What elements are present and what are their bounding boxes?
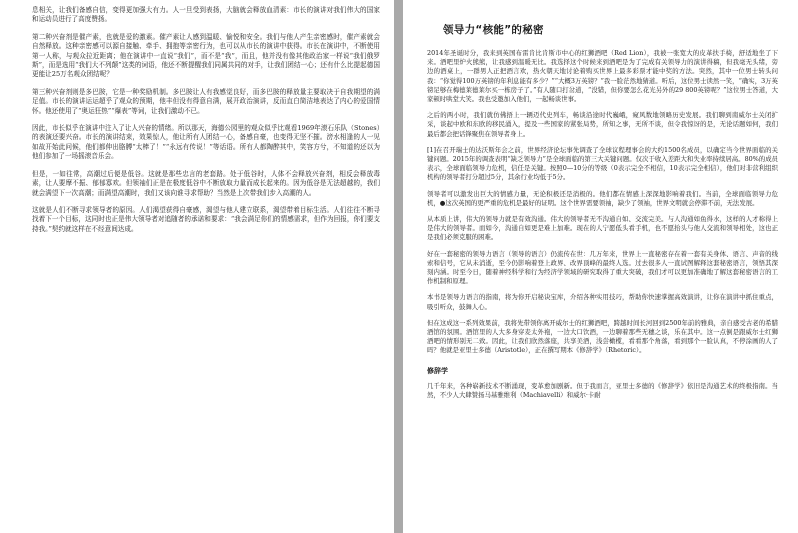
left-page bbox=[0, 0, 394, 533]
right-paragraph-2: 之后的两小时，我们就仿佛捂上一辆迈代史列车，畅谈沿途时代巍峨，窥风数地领略历史发展。我们聊到南威尔士关闭扩采，谈起中欧和东欧的移民涌入，提及一些国家的紧张局势，所知之事，无所不谈，但令我惊讶的是，无论话题如何，我们最后都会把话锋聚焦在领导者身上。 bbox=[427, 111, 778, 138]
right-paragraph-6: 好在一套秘密的领导力语言（领导的语言）仍流传在世：几万年来，世界上一直秘密存在着一套有关身体、语言、声音的线索和信号，它从未消逝，至今仍影响着登上政界、改界顶峰的最终人选。过去很多人一直试图解释这套秘密语言，领悟其深刻内涵。时至今日，随着神经科学和行为经济学领域的研究取得了重大突破，我们才可以更加准确地了解这套秘密语言的工作机制和原理。 bbox=[427, 249, 778, 286]
section-heading: 修辞学 bbox=[427, 366, 448, 375]
right-page bbox=[403, 0, 798, 533]
right-last-paragraph: 几千年来，各种崭新技术不断涌现，变革愈加剧新。但于我而言，亚里士多德的《修辞学》依旧是沟通艺术的终极指南。当然，不少人大肆赞扬马基雅维利（Machiavelli）和威尔·卡耐 bbox=[427, 381, 778, 399]
right-paragraph-8: 但在这成这一系列效果前，我将先带领你离开威尔士的红狮酒吧，跨越时间长河回到2500年前的雅典，亲自感受古老的希腊酒馆的氛围。酒馆里的人大多身穿麦太外袍，一边大口饮酒，一边聊着那些无穗之谈，乐在其中。这一点倒是跟威尔士红狮酒吧的情形别无二致。因此，让我们欣然落座，共享美酒，浅尝橄榄，看看那个角落，看到那个一脸认真，不停涂画的人了吗？他就是亚里士多德（Aristotle），正在撰写期本《修辞学》（Rhetoric）。 bbox=[427, 318, 778, 355]
left-paragraph-4: 因此，市长似乎在演讲中注入了让人兴奋的情绪。所以那天，海德公园里的观众似乎比观看1969年滚石乐队（Stones）的表演还要兴奋。市长的演讲结束，效果惊人，他让所有人团结一心，备感自豪，也变得无坚不摧。滂水相逢的人一见如故开始此问候，他们都伸出胳膊“太棒了！”“永远有传说！”等话语。所有人都陶醉其中，笑容方兮，不知道的还以为他们参加了一场摇滚音乐会。 bbox=[32, 124, 380, 161]
right-paragraph-7: 本书是领导力语言的指南，将为你开启秘诀宝库，介绍各种实用技巧，帮助你快速掌握高效演讲，让你在演讲中抓住重点，吸引听众，鼓舞人心。 bbox=[427, 293, 778, 311]
right-paragraph-5: 从本质上讲，伟大的领导力就是有效沟通。伟大的领导者无不沟通自如、交流完美。与人沟通如鱼得水，这样的人才称得上是伟大的领导者。而如今，沟通自如更是难上加难。现在的人宁愿低头看手机，也不愿抬头与他人交流和领导相处，这也正是我们必须克服的困难。 bbox=[427, 215, 778, 242]
page-gutter bbox=[394, 0, 403, 533]
chapter-title: 领导力“核能”的秘密 bbox=[443, 24, 544, 36]
right-paragraph-1: 2014年圣诞时分，我来到英国布雷肯比肯斯市中心的红狮酒吧（Red Lion），我被一张宽大的皮革扶手椅，舒适地坐了下来。酒吧里炉火熊熊，让我感到温暖无比。我选择这个时候来到酒吧是为了完成有关领导力的演讲得稿，但我毫无头绪，旁边的酒桌上，一群男人正把酒言欢，热火朝天地讨论着购买世界上最多彩票才能中奖的方法。突然，其中一位男士转头问我：“你觉得100万英镑的年利息能有多少？”“大概3万英镑？”我一脸茫然地猜道。听后，这位男士读然一笑，“确实，3万英镑足够在梅德莱德莱尔买一栋房子了。”有人随口打岔道，“没错，但你要怎么花光另外的29 800英镑呢？”这位男士答道，大家顿时哄堂大笑。我也受邀加入他们，一起畅谈世事。 bbox=[427, 49, 778, 104]
left-paragraph-1: 息相关，让我们备感自信，变得更加强大有力。人一旦受到表扬，大脑就会释放血清素：市长的演讲对我们伟大的国家和运动员进行了高度赞扬。 bbox=[32, 6, 380, 24]
right-paragraph-3: [1]在召开瑞士的达沃斯年会之前，世界经济论坛事先调查了全球议程理事会的大约1500名成员，以确定当今世界面临的关键问题。2015年的调查表明“缺乏领导力”是全球面临的第三大关键问题。仅次于收入差距大和失业率持续居高。80%的成员表示，全球面临领导力危机，信任是关键。按照0—10分的等级（0表示完全不相信，10表示完全相信），他们对非营利组织机构的领导者打分超过5分，其余行业均低于5分。 bbox=[427, 145, 778, 182]
left-paragraph-2: 第二种兴奋剂是催产素，也就是爱的激素。催产素让人感到温暖、愉悦和安全。我们与他人产生亲密感时，催产素就会自然释放。这种亲密感可以源自接触、牵手、拥抱等亲密行为，也可以从市长的演讲中获得。市长在演讲中，不断使用第一人称，与观众拉近距离；他在演讲中一直说“我们”，而不是“我”，而且，他并没有像其他政治家一样说“我们俄罗斯”，而是选用“我们大不列颠”这类的词语，他还不断提醒我们同属共同的对手，让我们团结一心；还有什么比提起德国更能让25万名观众团结呢？ bbox=[32, 32, 380, 79]
left-paragraph-6: 这就是人们不断寻求领导者的原因。人们渴望获得自豪感，渴望与他人建立联系，渴望带着目标生活。人们往往不断寻找着下一个目标，这同时也正是伟大领导者对追随者的承诺和要求：“我会满足你们的情感需求，但作为回报，你们要支持我。”契约就这样在不经意间达成。 bbox=[32, 205, 380, 233]
left-paragraph-3: 第三种兴奋剂则是多巴胺，它是一种奖励机制。多巴胺让人有我感觉良好，而多巴胺的释放量主要取决于自我期望的满足值。市长的演讲运运超乎了观众的预期，他丰但没有得意自满，展开政治演讲，反而直白简洁地表达了内心的爱国情怀。他还使用了“奥运狂热”“爆表”等词，让我们激动不已。 bbox=[32, 87, 380, 115]
right-paragraph-4: 领导者可以激发出巨大的情感力量，无论积极还是消极的。他们都在情感上深深地影响着我们。当前，全球面临领导力危机，●这次英国的更严重的危机是最好的证明。这个世界需要领袖，缺少了领袖，世界文明就会停滞不前，无法发展。 bbox=[427, 189, 778, 207]
left-paragraph-5: 但是，一如往常，高潮过后便是低谷。这就是那些忠言的老套路。处于低谷时，人体不会释放兴奋剂，相反会释放毒素，让人要摩不振、郁郁寡欢。但领袖们正是在极度低谷中不断放取力量而成长起来的。因为低谷是无法超越的，我们就会满望下一次高潮；而满望高潮时，我们又该向谁寻求帮助？当然是上次带我们步入高潮的人。 bbox=[32, 169, 380, 197]
